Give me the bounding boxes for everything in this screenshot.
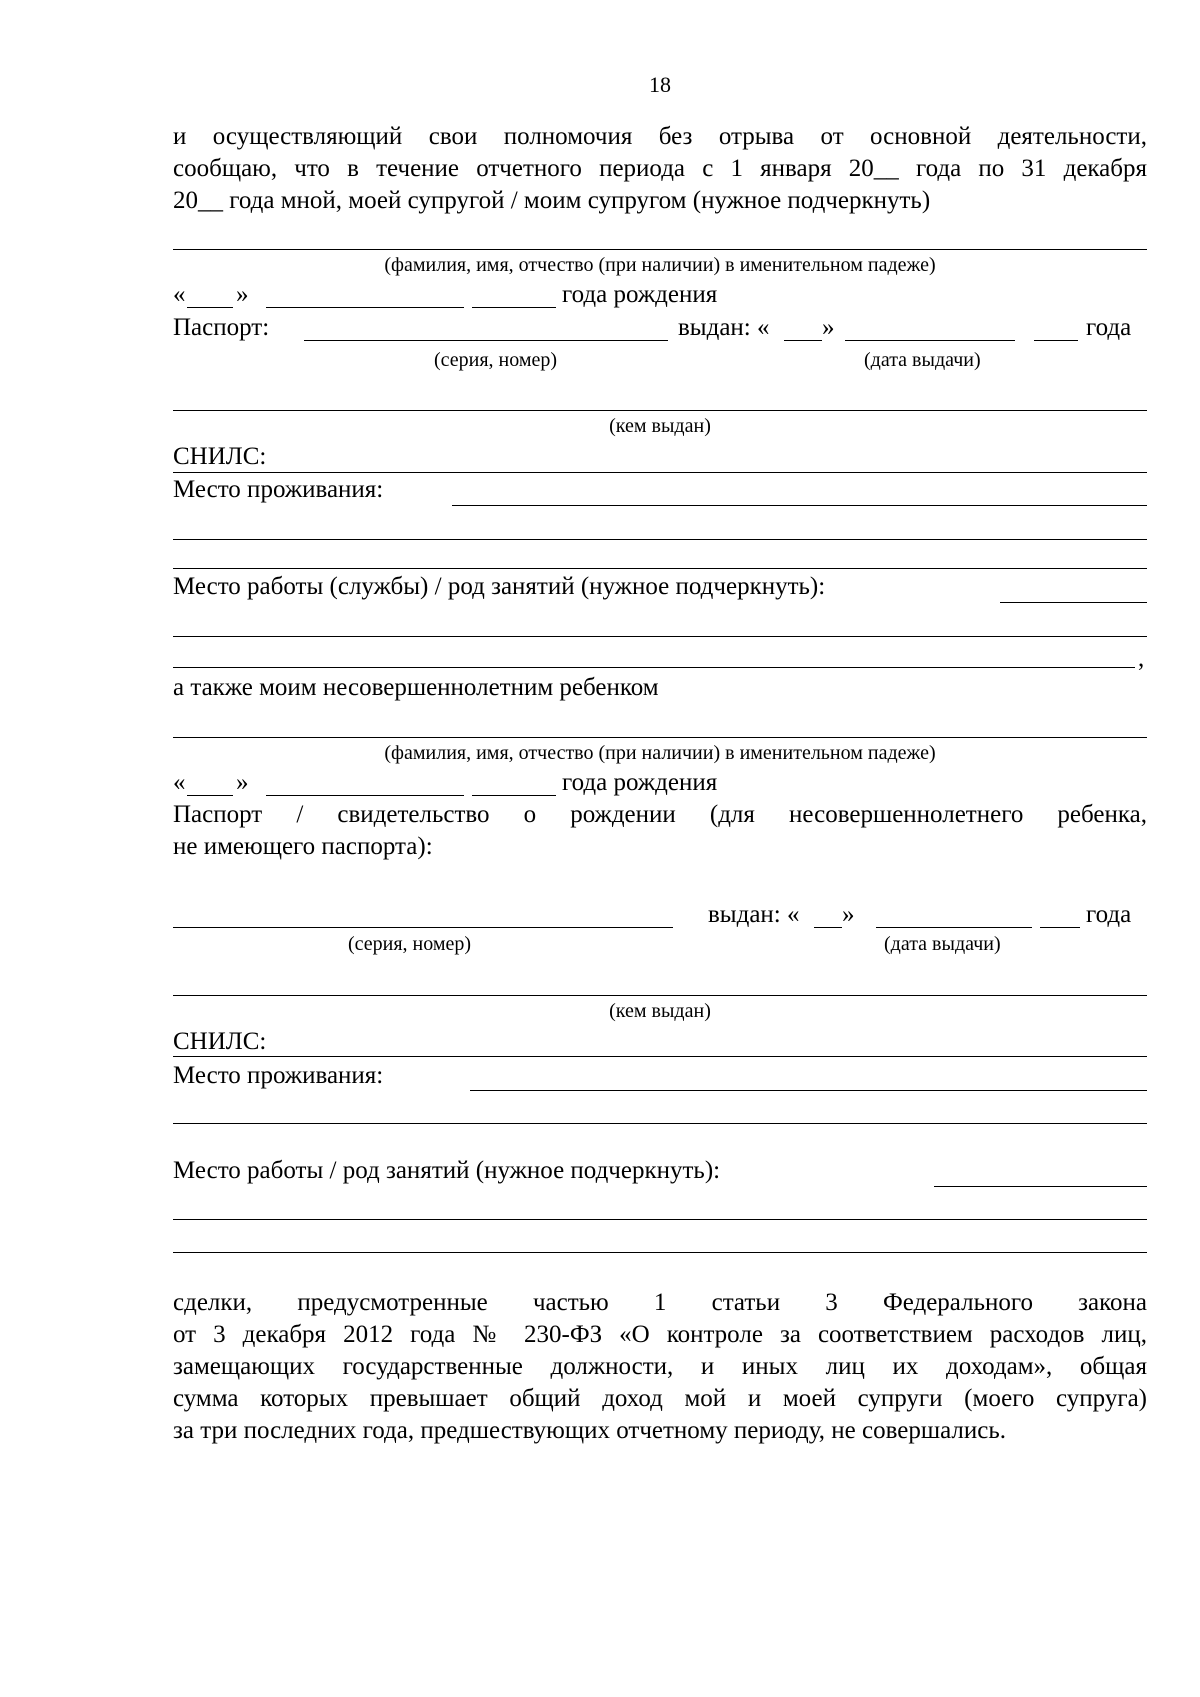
child-issued-year-field[interactable] xyxy=(1040,927,1080,928)
child-intro: а также моим несовершеннолетним ребенком xyxy=(173,674,659,701)
child-birth-day-field[interactable] xyxy=(187,795,233,796)
child-birth-quote-close: » xyxy=(236,769,249,796)
spouse-issued-month-field[interactable] xyxy=(845,340,1015,341)
child-birth-month-field[interactable] xyxy=(266,795,464,796)
child-work-label: Место работы / род занятий (нужное подчеркнуть): xyxy=(173,1157,721,1184)
child-birth-quote-open: « xyxy=(173,769,186,796)
child-residence-label: Место проживания: xyxy=(173,1062,384,1089)
child-issued-label: выдан: « xyxy=(708,901,800,928)
spouse-issued-close: » xyxy=(822,314,835,341)
spouse-year-label: года xyxy=(1086,314,1132,341)
spouse-snils-field[interactable] xyxy=(173,472,1147,473)
child-residence-field-2[interactable] xyxy=(173,1123,1147,1124)
conclusion-line-5: за три последних года, предшествующих отчетному периоду, не совершались. xyxy=(173,1417,1006,1444)
spouse-passport-label: Паспорт: xyxy=(173,314,270,341)
child-doc-line-2: не имеющего паспорта): xyxy=(173,833,433,860)
child-work-field-1[interactable] xyxy=(934,1186,1147,1187)
spouse-birth-month-field[interactable] xyxy=(266,307,464,308)
child-work-field-2[interactable] xyxy=(173,1219,1147,1220)
spouse-issued-label: выдан: « xyxy=(678,314,770,341)
child-snils-field[interactable] xyxy=(173,1056,1147,1057)
child-doc-series-field[interactable] xyxy=(173,927,673,928)
spouse-work-field-3[interactable] xyxy=(173,667,1135,668)
child-issue-date-caption: (дата выдачи) xyxy=(884,933,1001,955)
child-series-caption: (серия, номер) xyxy=(348,933,472,955)
child-year-label: года xyxy=(1086,901,1132,928)
child-residence-field-1[interactable] xyxy=(470,1090,1147,1091)
spouse-work-comma: , xyxy=(1138,645,1145,672)
spouse-birth-quote-close: » xyxy=(236,281,249,308)
child-birth-year-field[interactable] xyxy=(472,795,556,796)
child-name-caption: (фамилия, имя, отчество (при наличии) в именительном падеже) xyxy=(384,742,936,764)
spouse-birth-quote-open: « xyxy=(173,281,186,308)
spouse-issue-date-caption: (дата выдачи) xyxy=(864,349,981,371)
spouse-passport-series-field[interactable] xyxy=(304,340,668,341)
spouse-residence-field-1[interactable] xyxy=(452,505,1147,506)
child-issued-by-caption: (кем выдан) xyxy=(609,1000,711,1022)
spouse-work-label: Место работы (службы) / род занятий (нужное подчеркнуть): xyxy=(173,573,826,600)
conclusion-line-1: сделки, предусмотренные частью 1 статьи 3 Федерального закона xyxy=(173,1289,1147,1316)
conclusion-line-2: от 3 декабря 2012 года № 230-ФЗ «О контроле за соответствием расходов лиц, xyxy=(173,1321,1147,1348)
child-issued-by-field[interactable] xyxy=(173,995,1147,996)
spouse-issued-day-field[interactable] xyxy=(784,340,822,341)
spouse-issued-by-caption: (кем выдан) xyxy=(609,415,711,437)
spouse-name-caption: (фамилия, имя, отчество (при наличии) в именительном падеже) xyxy=(384,254,936,276)
child-name-field[interactable] xyxy=(173,737,1147,738)
intro-line-1: и осуществляющий свои полномочия без отрыва от основной деятельности, xyxy=(173,123,1147,150)
child-snils-label: СНИЛС: xyxy=(173,1028,267,1055)
child-doc-line-1: Паспорт / свидетельство о рождении (для несовершеннолетнего ребенка, xyxy=(173,801,1147,828)
spouse-birth-year-field[interactable] xyxy=(472,307,556,308)
spouse-residence-field-2[interactable] xyxy=(173,539,1147,540)
spouse-birth-day-field[interactable] xyxy=(187,307,233,308)
spouse-series-caption: (серия, номер) xyxy=(434,349,558,371)
page-number: 18 xyxy=(649,72,671,97)
spouse-residence-label: Место проживания: xyxy=(173,476,384,503)
intro-line-2: сообщаю, что в течение отчетного периода с 1 января 20__ года по 31 декабря xyxy=(173,155,1147,182)
child-issued-day-field[interactable] xyxy=(814,927,842,928)
spouse-work-field-1[interactable] xyxy=(1000,602,1147,603)
intro-line-3: 20__ года мной, моей супругой / моим супругом (нужное подчеркнуть) xyxy=(173,187,931,214)
spouse-issued-by-field[interactable] xyxy=(173,410,1147,411)
spouse-issued-year-field[interactable] xyxy=(1034,340,1078,341)
spouse-work-field-2[interactable] xyxy=(173,636,1147,637)
child-issued-close: » xyxy=(842,901,855,928)
child-work-field-3[interactable] xyxy=(173,1252,1147,1253)
conclusion-line-3: замещающих государственные должности, и иных лиц их доходам», общая xyxy=(173,1353,1147,1380)
conclusion-line-4: сумма которых превышает общий доход мой и моей супруги (моего супруга) xyxy=(173,1385,1147,1412)
spouse-birth-suffix: года рождения xyxy=(562,281,718,308)
spouse-name-field[interactable] xyxy=(173,249,1147,250)
spouse-snils-label: СНИЛС: xyxy=(173,443,267,470)
spouse-residence-field-3[interactable] xyxy=(173,568,1147,569)
child-birth-suffix: года рождения xyxy=(562,769,718,796)
child-issued-month-field[interactable] xyxy=(876,927,1032,928)
